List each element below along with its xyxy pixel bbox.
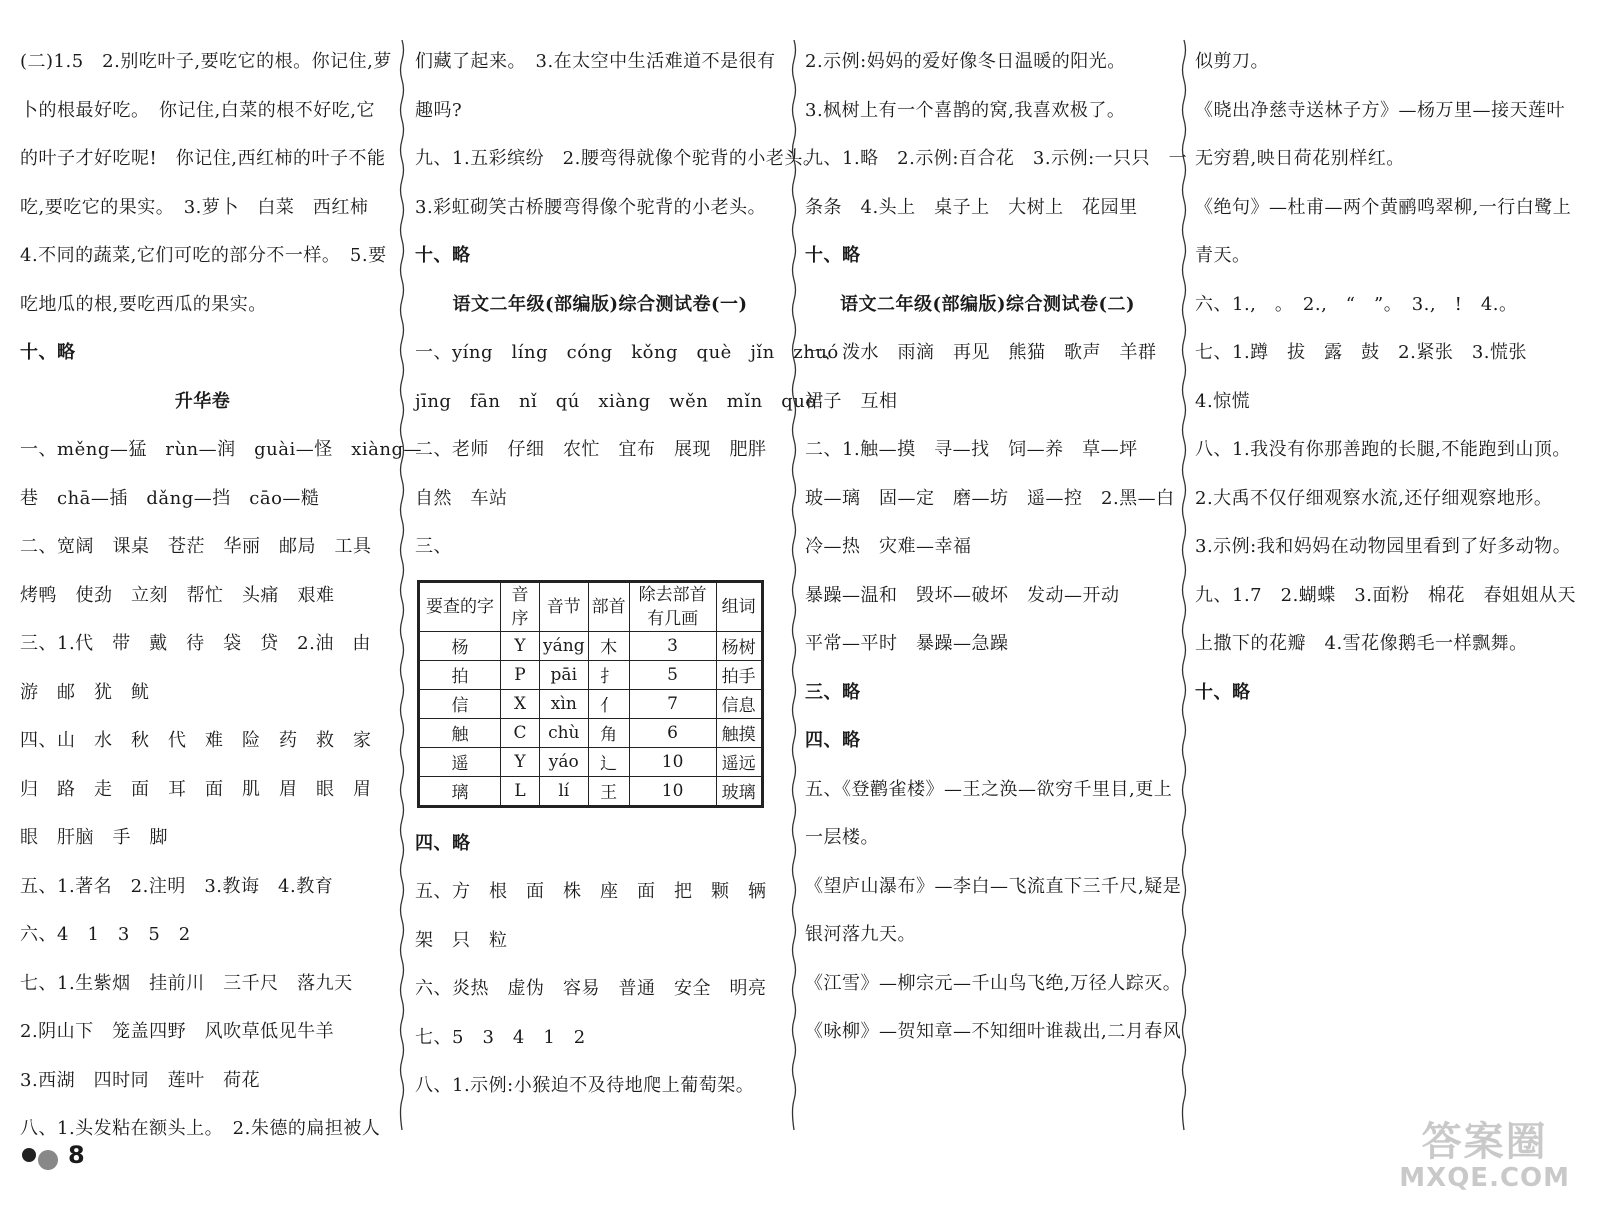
column-divider bbox=[791, 40, 797, 1130]
text-line: 烤鸭 使劲 立刻 帮忙 头痛 艰难 bbox=[20, 584, 335, 606]
table-cell: 角 bbox=[588, 718, 629, 747]
table-cell: 玻璃 bbox=[716, 776, 762, 806]
text-line: 2.阴山下 笼盖四野 风吹草低见牛羊 bbox=[20, 1021, 335, 1042]
table-cell: 木 bbox=[588, 631, 629, 660]
text-line: 架 只 粒 bbox=[415, 929, 508, 951]
text-line: 2.示例:妈妈的爱好像冬日温暖的阳光。 bbox=[805, 51, 1126, 72]
text-line: 五、方 根 面 株 座 面 把 颗 辆 bbox=[415, 881, 767, 902]
text-line: 归 路 走 面 耳 面 肌 眉 眼 眉 bbox=[20, 778, 372, 800]
text-line: 一层楼。 bbox=[805, 827, 879, 848]
text-line: 四、略 bbox=[415, 832, 471, 854]
text-line: 3.西湖 四时同 莲叶 荷花 bbox=[20, 1069, 261, 1091]
table-cell: 遥 bbox=[419, 747, 501, 776]
text-line: 们藏了起来。 3.在太空中生活难道不是很有 bbox=[415, 51, 776, 72]
table-cell: 王 bbox=[588, 776, 629, 806]
text-line: 九、1.五彩缤纷 2.腰弯得就像个驼背的小老头。 bbox=[415, 148, 822, 169]
text-line: 《望庐山瀑布》—李白—飞流直下三千尺,疑是 bbox=[805, 875, 1182, 897]
bullet-dot-icon bbox=[38, 1150, 58, 1170]
text-line: 一、měng—猛 rùn—润 guài—怪 xiàng— bbox=[20, 439, 422, 460]
table-cell: 亻 bbox=[588, 689, 629, 718]
text-line: 《绝句》—杜甫—两个黄鹂鸣翠柳,一行白鹭上 bbox=[1195, 196, 1572, 218]
section-title: 语文二年级(部编版)综合测试卷(二) bbox=[839, 293, 1136, 315]
table-cell: 触摸 bbox=[716, 718, 762, 747]
section-title: 升华卷 bbox=[174, 390, 231, 412]
table-cell: 6 bbox=[629, 718, 716, 747]
table-cell: X bbox=[501, 689, 540, 718]
table-row bbox=[419, 747, 763, 776]
table-cell: 拍手 bbox=[716, 660, 762, 689]
table-header-cell: 部首 bbox=[588, 581, 629, 631]
table-cell: lí bbox=[540, 776, 589, 806]
text-line: 一、泼水 雨滴 再见 熊猫 歌声 羊群 bbox=[805, 342, 1157, 363]
text-line: 自然 车站 bbox=[415, 487, 508, 509]
text-line: 五、《登鹳雀楼》—王之涣—欲穷千里目,更上 bbox=[805, 778, 1173, 800]
table-cell: 信 bbox=[419, 689, 501, 718]
table-row bbox=[419, 631, 763, 660]
table-row bbox=[419, 689, 763, 718]
column-3 bbox=[805, 38, 1188, 1057]
text-line: 吃地瓜的根,要吃西瓜的果实。 bbox=[20, 293, 267, 315]
table-row bbox=[419, 718, 763, 747]
table-cell: L bbox=[501, 776, 540, 806]
text-line: 八、1.我没有你那善跑的长腿,不能跑到山顶。 bbox=[1195, 439, 1571, 460]
text-line: 2.大禹不仅仔细观察水流,还仔细观察地形。 bbox=[1195, 487, 1553, 509]
column-divider bbox=[399, 40, 405, 1130]
page-number-block bbox=[22, 1140, 85, 1170]
table-header-row bbox=[419, 581, 763, 631]
bullet-dot-icon bbox=[22, 1148, 36, 1162]
text-line: 二、老师 仔细 农忙 宜布 展现 肥胖 bbox=[415, 439, 767, 460]
table-header-cell: 音序 bbox=[501, 581, 540, 631]
table-cell: 7 bbox=[629, 689, 716, 718]
table-cell: 璃 bbox=[419, 776, 501, 806]
text-line: 十、略 bbox=[415, 245, 471, 266]
text-line: 二、1.触—摸 寻—找 饲—养 草—坪 bbox=[805, 439, 1138, 460]
table-cell: 杨 bbox=[419, 631, 501, 660]
text-line: 3.枫树上有一个喜鹊的窝,我喜欢极了。 bbox=[805, 99, 1126, 121]
text-line: 4.不同的蔬菜,它们可吃的部分不一样。 5.要 bbox=[20, 245, 387, 266]
table-cell: 10 bbox=[629, 776, 716, 806]
text-line: 二、宽阔 课桌 苍茫 华丽 邮局 工具 bbox=[20, 536, 372, 557]
text-line: 3.彩虹砌笑古桥腰弯得像个驼背的小老头。 bbox=[415, 196, 767, 218]
text-line: 四、略 bbox=[805, 730, 861, 751]
text-line: 八、1.示例:小猴迫不及待地爬上葡萄架。 bbox=[415, 1075, 755, 1096]
table-cell: Y bbox=[501, 631, 540, 660]
text-line: 眼 肝脑 手 脚 bbox=[20, 827, 168, 848]
text-line: 七、1.蹲 拔 露 鼓 2.紧张 3.慌张 bbox=[1195, 342, 1528, 363]
watermark-logo bbox=[1399, 1110, 1570, 1193]
text-line: 裙子 互相 bbox=[805, 390, 898, 412]
text-line: 《江雪》—柳宗元—千山鸟飞绝,万径人踪灭。 bbox=[805, 972, 1182, 994]
table-cell: 信息 bbox=[716, 689, 762, 718]
text-line: 七、5 3 4 1 2 bbox=[415, 1026, 586, 1048]
text-line: 六、4 1 3 5 2 bbox=[20, 924, 191, 945]
text-line: 银河落九天。 bbox=[805, 924, 916, 945]
text-line: 的叶子才好吃呢! 你记住,西红柿的叶子不能 bbox=[20, 148, 386, 169]
text-line: 一、yíng líng cóng kǒng què jǐn zhuó bbox=[415, 342, 839, 363]
text-line: 游 邮 犹 鱿 bbox=[20, 681, 150, 703]
table-cell: 遥远 bbox=[716, 747, 762, 776]
text-line: 三、略 bbox=[805, 681, 861, 703]
text-line: (二)1.5 2.别吃叶子,要吃它的根。你记住,萝 bbox=[20, 51, 392, 72]
table-cell: xìn bbox=[540, 689, 589, 718]
text-line: 似剪刀。 bbox=[1195, 51, 1269, 72]
text-line: 3.示例:我和妈妈在动物园里看到了好多动物。 bbox=[1195, 536, 1572, 557]
table-cell: P bbox=[501, 660, 540, 689]
text-line: 《咏柳》—贺知章—不知细叶谁裁出,二月春风 bbox=[805, 1021, 1182, 1042]
page-number: 8 bbox=[68, 1141, 85, 1169]
table-cell: yáo bbox=[540, 747, 589, 776]
text-line: 趣吗? bbox=[415, 99, 463, 121]
text-line: 三、1.代 带 戴 待 袋 贷 2.油 由 bbox=[20, 633, 371, 654]
text-line: 4.惊慌 bbox=[1195, 390, 1251, 412]
dictionary-lookup-table bbox=[417, 580, 764, 808]
text-line: 吃,要吃它的果实。 3.萝卜 白菜 西红柿 bbox=[20, 196, 369, 218]
text-line: 暴躁—温和 毁坏—破坏 发动—开动 bbox=[805, 584, 1120, 606]
table-cell: 扌 bbox=[588, 660, 629, 689]
table-cell: 辶 bbox=[588, 747, 629, 776]
text-line: 冷—热 灾难—幸福 bbox=[805, 536, 972, 557]
text-line: 六、1., 。 2., “ ”。 3., ! 4.。 bbox=[1195, 293, 1518, 315]
text-line: 七、1.生紫烟 挂前川 三千尺 落九天 bbox=[20, 972, 353, 994]
text-line: 十、略 bbox=[20, 342, 76, 363]
table-cell: 拍 bbox=[419, 660, 501, 689]
text-line: 平常—平时 暴躁—急躁 bbox=[805, 633, 1009, 654]
table-header-cell: 组词 bbox=[716, 581, 762, 631]
watermark-url: MXQE.COM bbox=[1399, 1163, 1570, 1193]
text-line: 四、山 水 秋 代 难 险 药 救 家 bbox=[20, 730, 372, 751]
table-cell: 10 bbox=[629, 747, 716, 776]
column-divider bbox=[1181, 40, 1187, 1130]
table-cell: Y bbox=[501, 747, 540, 776]
table-cell: 杨树 bbox=[716, 631, 762, 660]
table-cell: 3 bbox=[629, 631, 716, 660]
table-cell: 触 bbox=[419, 718, 501, 747]
text-line: 九、1.7 2.蝴蝶 3.面粉 棉花 春姐姐从天 bbox=[1195, 584, 1576, 606]
section-title: 语文二年级(部编版)综合测试卷(一) bbox=[452, 293, 748, 315]
text-line: 三、 bbox=[415, 536, 452, 557]
text-line: 八、1.头发粘在额头上。 2.朱德的扁担被人 bbox=[20, 1118, 381, 1139]
text-line: 十、略 bbox=[805, 245, 861, 266]
text-line: 青天。 bbox=[1195, 245, 1251, 266]
table-header-cell: 音节 bbox=[540, 581, 589, 631]
table-row bbox=[419, 776, 763, 806]
text-line: 巷 chā—插 dǎng—挡 cāo—糙 bbox=[20, 487, 320, 509]
table-cell: pāi bbox=[540, 660, 589, 689]
table-header-cell: 要查的字 bbox=[419, 581, 501, 631]
table-cell: yáng bbox=[540, 631, 589, 660]
text-line: 玻—璃 固—定 磨—坊 遥—控 2.黑—白 bbox=[805, 487, 1175, 509]
text-line: 《晓出净慈寺送林子方》—杨万里—接天莲叶 bbox=[1195, 99, 1565, 121]
text-line: 九、1.略 2.示例:百合花 3.示例:一只只 一 bbox=[805, 148, 1188, 169]
text-line: 五、1.著名 2.注明 3.教诲 4.教育 bbox=[20, 875, 334, 897]
table-cell: chù bbox=[540, 718, 589, 747]
text-line: 十、略 bbox=[1195, 681, 1251, 703]
table-row bbox=[419, 660, 763, 689]
text-line: 无穷碧,映日荷花别样红。 bbox=[1195, 148, 1405, 169]
table-header-cell: 除去部首有几画 bbox=[629, 581, 716, 631]
text-line: 卜的根最好吃。 你记住,白菜的根不好吃,它 bbox=[20, 99, 375, 121]
text-line: 上撒下的花瓣 4.雪花像鹅毛一样飘舞。 bbox=[1195, 633, 1528, 654]
watermark-text: 答案圈 bbox=[1421, 1119, 1548, 1165]
column-4 bbox=[1195, 38, 1575, 717]
table-cell: C bbox=[501, 718, 540, 747]
text-line: 六、炎热 虚伪 容易 普通 安全 明亮 bbox=[415, 978, 767, 999]
table-cell: 5 bbox=[629, 660, 716, 689]
column-1 bbox=[20, 38, 422, 1154]
text-line: jīng fān nǐ qú xiàng wěn mǐn què bbox=[415, 390, 817, 412]
text-line: 条条 4.头上 桌子上 大树上 花园里 bbox=[805, 196, 1138, 218]
